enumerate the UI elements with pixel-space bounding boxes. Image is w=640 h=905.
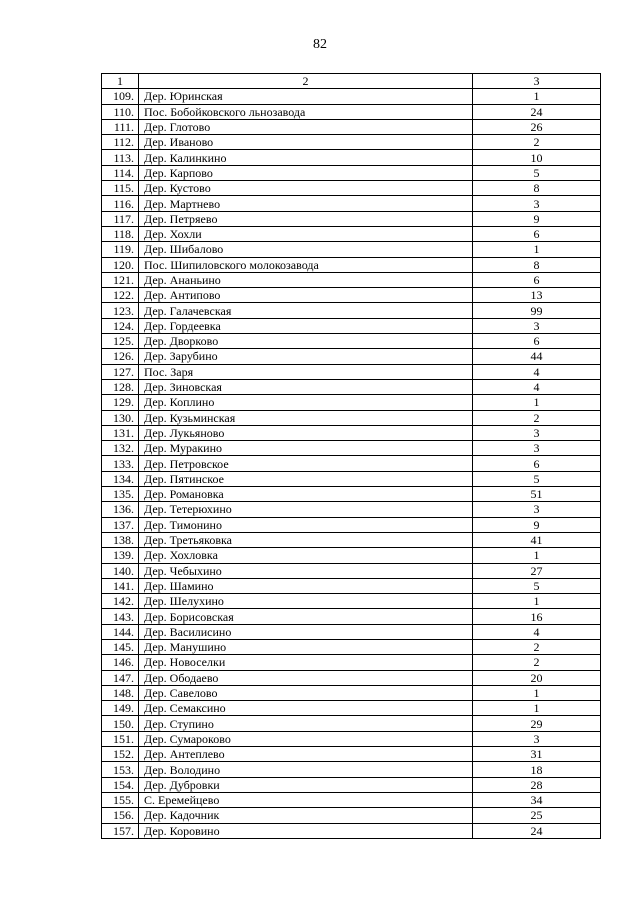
settlement-name-cell: Дер. Хохли (139, 226, 473, 241)
value-cell: 1 (473, 242, 601, 257)
table-row (102, 701, 601, 716)
row-number-cell: 124. (102, 318, 139, 333)
table-row (102, 609, 601, 624)
table-row (102, 823, 601, 838)
settlement-name-cell: Дер. Романовка (139, 487, 473, 502)
value-cell: 2 (473, 655, 601, 670)
table-row (102, 456, 601, 471)
settlement-name-cell: Дер. Тимонино (139, 517, 473, 532)
table-row (102, 257, 601, 272)
value-cell: 9 (473, 517, 601, 532)
table-row (102, 119, 601, 134)
table-row (102, 624, 601, 639)
table-row (102, 487, 601, 502)
row-number-cell: 129. (102, 395, 139, 410)
settlement-name-cell: Дер. Семаксино (139, 701, 473, 716)
value-cell: 28 (473, 777, 601, 792)
settlement-name-cell: Дер. Коровино (139, 823, 473, 838)
row-number-cell: 140. (102, 563, 139, 578)
table-row (102, 594, 601, 609)
table-row (102, 441, 601, 456)
settlement-name-cell: Дер. Коплино (139, 395, 473, 410)
value-cell: 6 (473, 334, 601, 349)
value-cell: 1 (473, 594, 601, 609)
row-number-cell: 128. (102, 379, 139, 394)
row-number-cell: 117. (102, 211, 139, 226)
settlement-name-cell: Дер. Борисовская (139, 609, 473, 624)
row-number-cell: 115. (102, 181, 139, 196)
table-row (102, 731, 601, 746)
row-number-cell: 133. (102, 456, 139, 471)
row-number-cell: 139. (102, 548, 139, 563)
value-cell: 2 (473, 135, 601, 150)
row-number-cell: 147. (102, 670, 139, 685)
table-row (102, 716, 601, 731)
value-cell: 41 (473, 532, 601, 547)
table-row (102, 150, 601, 165)
table-row (102, 777, 601, 792)
table-row (102, 502, 601, 517)
table-row (102, 410, 601, 425)
settlement-name-cell: Дер. Галачевская (139, 303, 473, 318)
table-row (102, 349, 601, 364)
settlement-name-cell: Дер. Ободаево (139, 670, 473, 685)
table-row (102, 532, 601, 547)
row-number-cell: 109. (102, 89, 139, 104)
table-row (102, 242, 601, 257)
row-number-cell: 154. (102, 777, 139, 792)
settlement-name-cell: Дер. Глотово (139, 119, 473, 134)
row-number-cell: 134. (102, 471, 139, 486)
value-cell: 6 (473, 226, 601, 241)
row-number-cell: 130. (102, 410, 139, 425)
value-cell: 6 (473, 272, 601, 287)
value-cell: 4 (473, 624, 601, 639)
table-row (102, 181, 601, 196)
row-number-cell: 132. (102, 441, 139, 456)
column-header-name: 2 (139, 74, 473, 89)
settlement-name-cell: Дер. Шибалово (139, 242, 473, 257)
value-cell: 4 (473, 364, 601, 379)
table-row (102, 670, 601, 685)
value-cell: 24 (473, 104, 601, 119)
settlement-name-cell: Дер. Пятинское (139, 471, 473, 486)
settlement-name-cell: Дер. Зиновская (139, 379, 473, 394)
table-row (102, 425, 601, 440)
value-cell: 13 (473, 288, 601, 303)
table-row (102, 165, 601, 180)
value-cell: 26 (473, 119, 601, 134)
table-row (102, 747, 601, 762)
value-cell: 2 (473, 639, 601, 654)
value-cell: 51 (473, 487, 601, 502)
row-number-cell: 145. (102, 639, 139, 654)
settlement-name-cell: Дер. Чебыхино (139, 563, 473, 578)
row-number-cell: 122. (102, 288, 139, 303)
value-cell: 6 (473, 456, 601, 471)
value-cell: 1 (473, 395, 601, 410)
value-cell: 5 (473, 165, 601, 180)
settlement-name-cell: Пос. Заря (139, 364, 473, 379)
row-number-cell: 142. (102, 594, 139, 609)
settlement-name-cell: Дер. Кустово (139, 181, 473, 196)
value-cell: 25 (473, 808, 601, 823)
settlement-name-cell: Дер. Иваново (139, 135, 473, 150)
settlement-name-cell: Дер. Зарубино (139, 349, 473, 364)
settlement-name-cell: Дер. Шелухино (139, 594, 473, 609)
table-row (102, 471, 601, 486)
row-number-cell: 149. (102, 701, 139, 716)
table-row (102, 578, 601, 593)
value-cell: 31 (473, 747, 601, 762)
value-cell: 34 (473, 792, 601, 807)
row-number-cell: 152. (102, 747, 139, 762)
settlement-name-cell: Дер. Третьяковка (139, 532, 473, 547)
table-row (102, 364, 601, 379)
column-header-number: 1 (102, 74, 139, 89)
table-header-row (102, 74, 601, 89)
row-number-cell: 138. (102, 532, 139, 547)
row-number-cell: 137. (102, 517, 139, 532)
table-row (102, 517, 601, 532)
value-cell: 1 (473, 548, 601, 563)
table-row (102, 563, 601, 578)
value-cell: 1 (473, 701, 601, 716)
settlement-name-cell: Дер. Новоселки (139, 655, 473, 670)
column-header-value: 3 (473, 74, 601, 89)
settlements-table (101, 73, 601, 839)
row-number-cell: 119. (102, 242, 139, 257)
table-row (102, 685, 601, 700)
value-cell: 3 (473, 318, 601, 333)
value-cell: 10 (473, 150, 601, 165)
value-cell: 18 (473, 762, 601, 777)
settlement-name-cell: Дер. Гордеевка (139, 318, 473, 333)
table-row (102, 792, 601, 807)
row-number-cell: 116. (102, 196, 139, 211)
table-row (102, 196, 601, 211)
value-cell: 44 (473, 349, 601, 364)
row-number-cell: 148. (102, 685, 139, 700)
row-number-cell: 156. (102, 808, 139, 823)
value-cell: 29 (473, 716, 601, 731)
table-row (102, 104, 601, 119)
table-row (102, 395, 601, 410)
settlement-name-cell: Дер. Дворково (139, 334, 473, 349)
table-row (102, 226, 601, 241)
settlement-name-cell: Дер. Карпово (139, 165, 473, 180)
value-cell: 5 (473, 578, 601, 593)
settlement-name-cell: Дер. Кадочник (139, 808, 473, 823)
value-cell: 8 (473, 257, 601, 272)
value-cell: 16 (473, 609, 601, 624)
row-number-cell: 151. (102, 731, 139, 746)
settlement-name-cell: Дер. Шамино (139, 578, 473, 593)
value-cell: 3 (473, 425, 601, 440)
settlement-name-cell: Дер. Мартнево (139, 196, 473, 211)
table-row (102, 288, 601, 303)
value-cell: 27 (473, 563, 601, 578)
table-row (102, 808, 601, 823)
table-row (102, 303, 601, 318)
table-row (102, 135, 601, 150)
value-cell: 3 (473, 196, 601, 211)
row-number-cell: 123. (102, 303, 139, 318)
row-number-cell: 113. (102, 150, 139, 165)
value-cell: 3 (473, 731, 601, 746)
table-row (102, 548, 601, 563)
row-number-cell: 121. (102, 272, 139, 287)
table-row (102, 655, 601, 670)
value-cell: 8 (473, 181, 601, 196)
settlement-name-cell: Дер. Лукьяново (139, 425, 473, 440)
settlement-name-cell: Дер. Антипово (139, 288, 473, 303)
row-number-cell: 144. (102, 624, 139, 639)
settlement-name-cell: Дер. Калинкино (139, 150, 473, 165)
settlement-name-cell: Дер. Петряево (139, 211, 473, 226)
value-cell: 9 (473, 211, 601, 226)
settlement-name-cell: Пос. Шипиловского молокозавода (139, 257, 473, 272)
row-number-cell: 114. (102, 165, 139, 180)
table-row (102, 762, 601, 777)
table-row (102, 89, 601, 104)
settlement-name-cell: Пос. Бобойковского льнозавода (139, 104, 473, 119)
row-number-cell: 131. (102, 425, 139, 440)
row-number-cell: 157. (102, 823, 139, 838)
value-cell: 1 (473, 89, 601, 104)
settlement-name-cell: Дер. Ступино (139, 716, 473, 731)
settlement-name-cell: С. Еремейцево (139, 792, 473, 807)
value-cell: 1 (473, 685, 601, 700)
row-number-cell: 143. (102, 609, 139, 624)
row-number-cell: 110. (102, 104, 139, 119)
settlement-name-cell: Дер. Володино (139, 762, 473, 777)
settlement-name-cell: Дер. Тетерюхино (139, 502, 473, 517)
settlement-name-cell: Дер. Манушино (139, 639, 473, 654)
value-cell: 5 (473, 471, 601, 486)
settlement-name-cell: Дер. Савелово (139, 685, 473, 700)
row-number-cell: 141. (102, 578, 139, 593)
table-row (102, 211, 601, 226)
settlement-name-cell: Дер. Антеплево (139, 747, 473, 762)
row-number-cell: 153. (102, 762, 139, 777)
row-number-cell: 146. (102, 655, 139, 670)
table-row (102, 272, 601, 287)
page-number: 82 (313, 37, 327, 52)
row-number-cell: 118. (102, 226, 139, 241)
settlement-name-cell: Дер. Василисино (139, 624, 473, 639)
row-number-cell: 111. (102, 119, 139, 134)
value-cell: 2 (473, 410, 601, 425)
value-cell: 3 (473, 441, 601, 456)
table-row (102, 639, 601, 654)
table-row (102, 379, 601, 394)
settlement-name-cell: Дер. Петровское (139, 456, 473, 471)
row-number-cell: 125. (102, 334, 139, 349)
value-cell: 24 (473, 823, 601, 838)
settlement-name-cell: Дер. Хохловка (139, 548, 473, 563)
value-cell: 20 (473, 670, 601, 685)
row-number-cell: 127. (102, 364, 139, 379)
row-number-cell: 135. (102, 487, 139, 502)
settlement-name-cell: Дер. Сумароково (139, 731, 473, 746)
row-number-cell: 136. (102, 502, 139, 517)
settlement-name-cell: Дер. Кузьминская (139, 410, 473, 425)
row-number-cell: 155. (102, 792, 139, 807)
row-number-cell: 120. (102, 257, 139, 272)
row-number-cell: 150. (102, 716, 139, 731)
settlement-name-cell: Дер. Дубровки (139, 777, 473, 792)
row-number-cell: 112. (102, 135, 139, 150)
value-cell: 99 (473, 303, 601, 318)
value-cell: 4 (473, 379, 601, 394)
settlement-name-cell: Дер. Юринская (139, 89, 473, 104)
row-number-cell: 126. (102, 349, 139, 364)
value-cell: 3 (473, 502, 601, 517)
table-row (102, 334, 601, 349)
table-row (102, 318, 601, 333)
settlement-name-cell: Дер. Муракино (139, 441, 473, 456)
settlement-name-cell: Дер. Ананьино (139, 272, 473, 287)
